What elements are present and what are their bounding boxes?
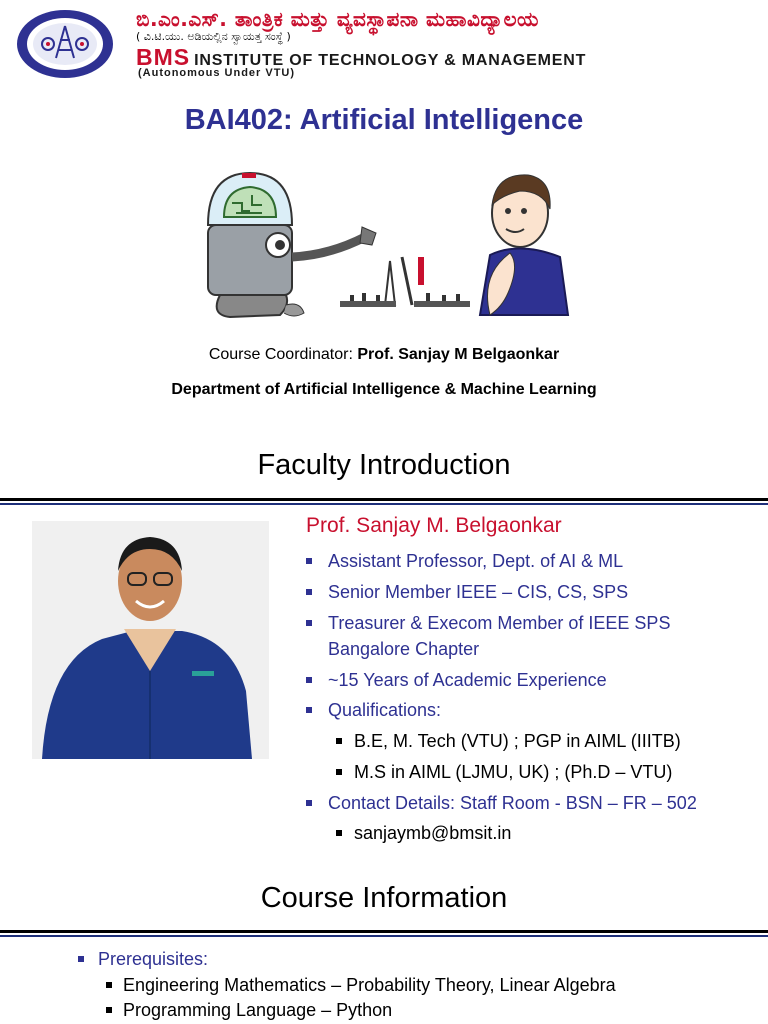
- faculty-bullet-experience: ~15 Years of Academic Experience: [306, 667, 607, 693]
- faculty-photo: [32, 521, 269, 759]
- faculty-bullet-designation: Assistant Professor, Dept. of AI & ML: [306, 548, 623, 574]
- qualification-item-2: M.S in AIML (LJMU, UK) ; (Ph.D – VTU): [336, 759, 672, 785]
- institute-logo: [14, 8, 116, 80]
- prerequisites-label: Prerequisites:: [78, 946, 208, 972]
- institute-subtitle-kannada: ( ವಿ.ಟಿ.ಯು. ಅಡಿಯಲ್ಲಿನ ಸ್ವಾಯತ್ತ ಸಂಸ್ಥೆ ): [136, 30, 291, 43]
- section-divider-accent: [0, 503, 768, 505]
- section-divider: [0, 498, 768, 501]
- autonomous-note: (Autonomous Under VTU): [138, 67, 296, 79]
- bms-wordmark: BMS: [136, 44, 191, 70]
- coordinator-name: Prof. Sanjay M Belgaonkar: [357, 346, 560, 363]
- prerequisite-item-2: Programming Language – Python: [106, 997, 392, 1023]
- faculty-name: Prof. Sanjay M. Belgaonkar: [306, 514, 562, 537]
- course-info-divider: [0, 930, 768, 933]
- faculty-bullet-ieee: Senior Member IEEE – CIS, CS, SPS: [306, 579, 628, 605]
- department-name: Department of Artificial Intelligence & Machine Learning: [171, 381, 597, 398]
- qualification-item-1: B.E, M. Tech (VTU) ; PGP in AIML (IIITB): [336, 728, 681, 754]
- faculty-email: sanjaymb@bmsit.in: [336, 820, 511, 846]
- institute-name-rest: INSTITUTE OF TECHNOLOGY & MANAGEMENT: [194, 52, 587, 69]
- course-info-divider-accent: [0, 935, 768, 937]
- faculty-bullet-treasurer: Treasurer & Execom Member of IEEE SPS Bangalore Chapter: [306, 610, 670, 662]
- ai-chess-illustration: [190, 165, 580, 330]
- faculty-bullet-qualifications: Qualifications:: [306, 697, 441, 723]
- institute-name-kannada: ಬಿ.ಎಂ.ಎಸ್. ತಾಂತ್ರಿಕ ಮತ್ತು ವ್ಯವಸ್ಥಾಪನಾ ಮಹಾವಿದ್ಯಾಲಯ: [136, 7, 539, 31]
- coordinator-label: Course Coordinator:: [208, 346, 353, 363]
- course-title: BAI402: Artificial Intelligence: [184, 104, 584, 136]
- faculty-section-title: Faculty Introduction: [257, 449, 511, 481]
- faculty-bullet-contact: Contact Details: Staff Room - BSN – FR – 502: [306, 790, 697, 816]
- course-info-section-title: Course Information: [260, 882, 508, 914]
- prerequisite-item-1: Engineering Mathematics – Probability Theory, Linear Algebra: [106, 972, 616, 998]
- course-coordinator: [0, 346, 768, 364]
